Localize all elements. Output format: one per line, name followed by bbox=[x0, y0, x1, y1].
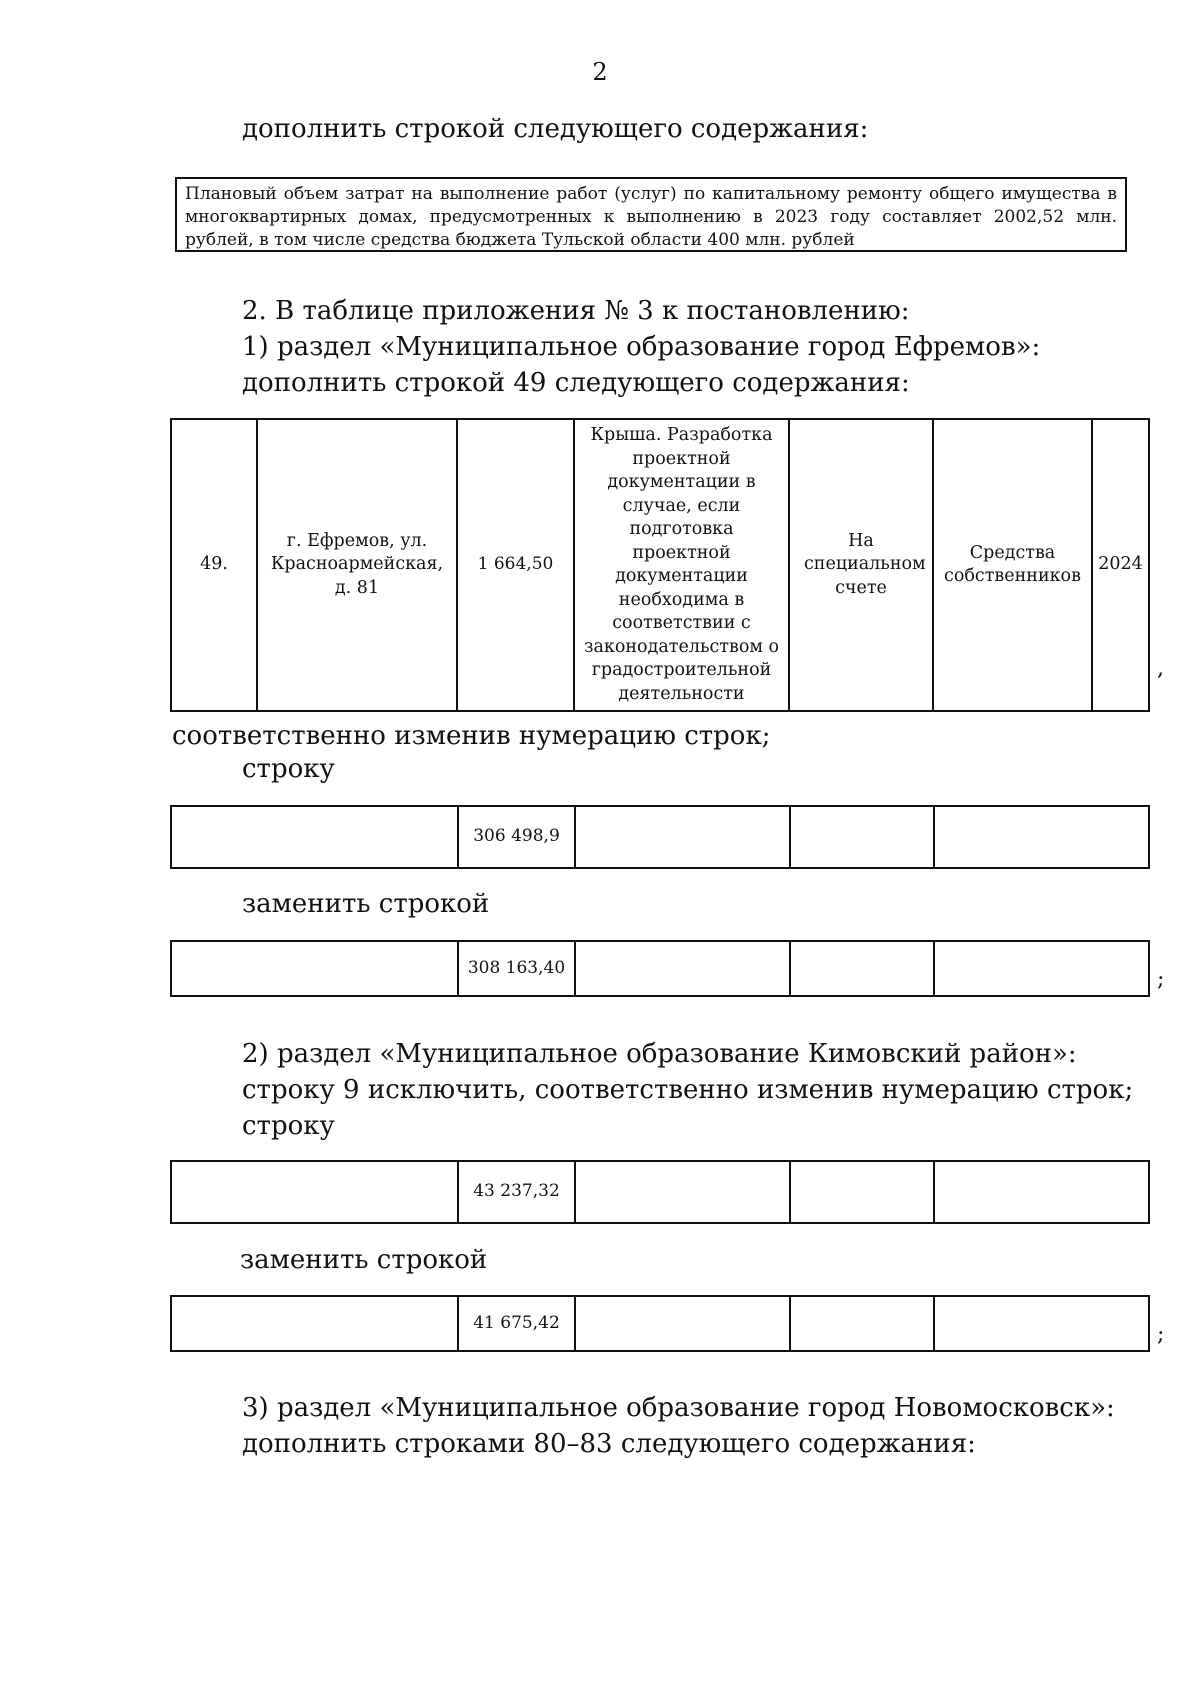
new-total-table-1 bbox=[170, 940, 1150, 997]
replace-instruction-1: заменить строкой bbox=[242, 889, 490, 919]
item-2-exclude-instruction: строку 9 исключить, соответственно изменив нумерацию строк; bbox=[242, 1075, 1134, 1105]
area-cell: 1 664,50 bbox=[457, 419, 574, 711]
row-49-table bbox=[170, 418, 1150, 712]
item-3-heading: 3) раздел «Муниципальное образование город Новомосковск»: bbox=[242, 1393, 1115, 1423]
old-total-table-1 bbox=[170, 805, 1150, 869]
year-cell: 2024 bbox=[1092, 419, 1149, 711]
funding-source-cell: Средства собственников bbox=[933, 419, 1092, 711]
inserted-text-box: Плановый объем затрат на выполнение работ (услуг) по капитальному ремонту общего имущества в многоквартирных домах, предусмотренных к выполнению в 2023 году составляет 2002,52 млн. рублей, в том числе средства бюджета Тульской области 400 млн. рублей bbox=[175, 177, 1127, 252]
renumber-note: соответственно изменив нумерацию строк; bbox=[172, 721, 771, 751]
row-word-1: строку bbox=[242, 754, 335, 784]
table-row bbox=[171, 941, 1149, 996]
row-number-cell: 49. bbox=[171, 419, 257, 711]
row-word-2: строку bbox=[242, 1111, 335, 1141]
total-cell: 43 237,32 bbox=[458, 1161, 575, 1223]
page-number: 2 bbox=[592, 58, 608, 86]
table-row bbox=[171, 1296, 1149, 1351]
item-2-heading: 2) раздел «Муниципальное образование Кимовский район»: bbox=[242, 1039, 1077, 1069]
section-2-heading: 2. В таблице приложения № 3 к постановлению: bbox=[242, 296, 910, 326]
table-row bbox=[171, 419, 1149, 711]
item-1-heading: 1) раздел «Муниципальное образование город Ефремов»: bbox=[242, 332, 1041, 362]
item-1-add-instruction: дополнить строкой 49 следующего содержания: bbox=[242, 368, 910, 398]
replace-instruction-2: заменить строкой bbox=[240, 1245, 488, 1275]
address-cell: г. Ефремов, ул. Красноармейская, д. 81 bbox=[257, 419, 457, 711]
work-type-cell: Крыша. Разработка проектной документации в случае, если подготовка проектной документации необходима в соответствии с законодательством о градостроительной деятельности bbox=[574, 419, 789, 711]
new-total-table-2 bbox=[170, 1295, 1150, 1352]
table-row bbox=[171, 1161, 1149, 1223]
item-3-add-instruction: дополнить строками 80–83 следующего содержания: bbox=[242, 1429, 976, 1459]
total-cell: 306 498,9 bbox=[458, 806, 575, 868]
semicolon-mark: ; bbox=[1157, 967, 1165, 992]
old-total-table-2 bbox=[170, 1160, 1150, 1224]
account-cell: На специальном счете bbox=[789, 419, 933, 711]
semicolon-mark: ; bbox=[1157, 1322, 1165, 1347]
table-row bbox=[171, 806, 1149, 868]
intro-paragraph: дополнить строкой следующего содержания: bbox=[242, 114, 869, 144]
total-cell: 41 675,42 bbox=[458, 1296, 575, 1351]
total-cell: 308 163,40 bbox=[458, 941, 575, 996]
comma-mark: , bbox=[1157, 656, 1164, 681]
